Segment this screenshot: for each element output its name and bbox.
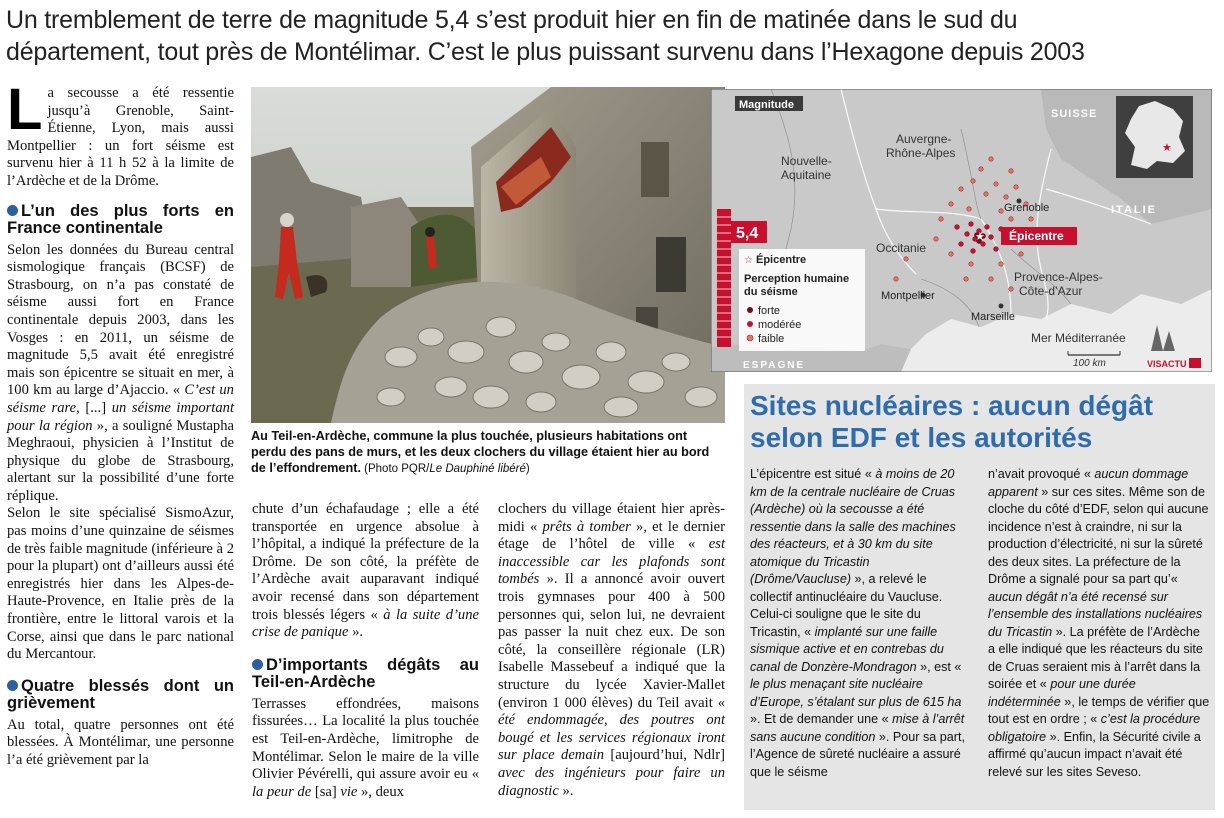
city-montpellier: Montpellier <box>881 290 935 302</box>
label-mer: Mer Méditerranée <box>1031 331 1126 345</box>
article-column-2 <box>252 501 479 801</box>
headline-line-1: Un tremblement de terre de magnitude 5,4 s’est produit hier en fin de matinée dans le sud du <box>6 6 1018 34</box>
caption-text: Au Teil-en-Ardèche, commune la plus touchée, plusieurs habitations ont perdu des pans de murs, et les deux clochers du village étaient hier au bord de l’effondrement. <box>251 429 710 475</box>
photo-caption <box>251 428 725 477</box>
scale-label: 100 km <box>1073 358 1106 369</box>
paragraph-sismoazur: Selon le site spécialisé SismoAzur, pas moins d’une quinzaine de séismes de très faible magnitude (inférieure à 2 pour la plupart) ont d’ailleurs aussi été enregistrés hier dans les Alpes-de-Haute-Provence, en Italie près de la frontière, entre le littoral varois et la Corse, ainsi que dans le parc national du Mercantour. <box>7 505 234 663</box>
subheading-plus-forts <box>7 203 234 237</box>
subheading-text: Quatre blessés dont un grièvement <box>7 676 234 712</box>
map-legend <box>739 249 865 351</box>
city-grenoble: Grenoble <box>1004 202 1050 214</box>
label-region-occ: Occitanie <box>876 241 927 255</box>
label-region-naq: Nouvelle-Aquitaine <box>781 154 832 182</box>
sidebar-column-right: n’avait provoqué « aucun dommage apparent » sur ces sites. Même son de cloche du côté d’EDF, selon qui aucune incidence n’est à craindre, ni sur la production d’électricité, ni sur la sûreté des deux sites. La préfecture de la Drôme a signalé pour sa part qu’« aucun dégât n’a été recensé sur l’ensemble des installations nucléaires du Tricastin ». La préfète de l’Ardèche a elle indiqué que les réacteurs du site de Cruas seraient mis à l’arrêt dans la soirée et « pour une durée indéterminée », le temps de vérifier que tout est en ordre ; « c’est la procédure obligatoire ». Enfin, la Sécurité civile a affirmé qu’aucun impact n’avait été relevé sur les sites Seveso. <box>988 467 1210 779</box>
inset-epicentre-icon: ★ <box>1162 142 1172 154</box>
photo-credit: (Photo PQR/Le Dauphiné libéré) <box>360 463 530 475</box>
bullet-dot-icon <box>7 680 18 691</box>
paragraph-blesses: Au total, quatre personnes ont été blessées. À Montélimar, une personne l’a été grièvement par la <box>7 716 234 768</box>
headline-line-2: département, tout près de Montélimar. C’est le plus puissant survenu dans l’Hexagone depuis 2003 <box>6 38 1085 66</box>
bullet-dot-icon <box>252 659 263 670</box>
article-column-3 <box>498 501 725 800</box>
city-marseille: Marseille <box>971 311 1016 323</box>
label-espagne: ESPAGNE <box>743 360 806 371</box>
subheading-degats <box>252 657 479 691</box>
paragraph-bcsf: Selon les données du Bureau central sismologique français (BCSF) de Strasbourg, on n’a pas constaté de séisme aussi fort en France continentale depuis 2003, dans les Vosges : en 2011, un séisme de magnitude 5,5 avait été enregistré mais son épicentre se situait en mer, à 100 km au large d’Ajaccio. « C’est un séisme rare, [...] un séisme important pour la région », a souligné Mustapha Meghraoui, physicien à l’Institut de physique du globe de Strasbourg, alertant sur la possibilité d’une forte réplique. <box>7 241 234 504</box>
epicentre-label: Épicentre <box>1009 229 1064 243</box>
headline <box>6 4 1220 68</box>
dropcap: L <box>7 77 43 142</box>
legend-forte: forte <box>758 305 781 317</box>
epicentre-star-icon: ★ <box>975 231 985 243</box>
sidebar-title: Sites nucléaires : aucun dégât selon EDF et les autorités <box>750 390 1154 453</box>
map-graphic <box>711 89 1212 372</box>
photo-illustration <box>251 87 725 423</box>
sidebar-nuclear-sites <box>744 384 1215 810</box>
subheading-text: D’importants dégâts au Teil-en-Ardèche <box>252 655 479 691</box>
earthquake-map <box>711 89 1212 372</box>
svg-text:VISACTU: VISACTU <box>1147 359 1187 369</box>
legend-star-icon: ☆ <box>744 255 753 266</box>
subheading-blesses <box>7 678 234 712</box>
label-italie: ITALIE <box>1111 204 1158 216</box>
inset-france-map <box>1116 96 1193 178</box>
legend-moderee: modérée <box>758 319 802 331</box>
paragraph-teil: Terrasses effondrées, maisons fissurées… La localité la plus touchée est Teil-en-Ardèche, limitrophe de Montélimar. Selon le maire de la ville Olivier Pévérelli, qui assure avoir eu « la peur de [sa] vie », deux <box>252 695 479 800</box>
sidebar-column-left: L’épicentre est situé « à moins de 20 km de la centrale nucléaire de Cruas (Ardèche) où la secousse a été ressentie dans la salle des machines des réacteurs, et à 30 km du site atomique du Tricastin (Drôme/Vaucluse) », a relevé le collectif antinucléaire du Vaucluse. Celui-ci souligne que le site du Tricastin, « implanté sur une faille sismique active et en contrebas du canal de Donzère-Mondragon », est « le plus menaçant site nucléaire d’Europe, s’étalant sur plus de 615 ha ». Et de demander une « mise à l’arrêt sans aucune condition ». Pour sa part, l’Agence de sûreté nucléaire a assuré que le séisme <box>750 467 965 779</box>
label-suisse: SUISSE <box>1051 108 1098 120</box>
bullet-dot-icon <box>7 205 18 216</box>
label-region-aura: Auvergne-Rhône-Alpes <box>886 132 956 160</box>
paragraph-blesses-suite: chute d’un échafaudage ; elle a été transportée en urgence absolue à l’hôpital, a indiqué la préfecture de la Drôme. De son côté, la préfète de l’Ardèche avait auparavant indiqué avoir recensé dans son département trois blessés légers « à la suite d’une crise de panique ». <box>252 501 479 641</box>
paragraph-clochers: clochers du village étaient hier après-midi « prêts à tomber », et le dernier étage de l’hôtel de ville « est inaccessible car les plafonds sont tombés ». Il a annoncé avoir ouvert trois gymnases pour 400 à 500 personnes qui, selon lui, ne devraient pas passer la nuit chez eux. De son côté, la conseillère régionale (LR) Isabelle Massebeuf a indiqué que la structure du lycée Xavier-Mallet (environ 1 000 élèves) du Teil avait « été endommagée, des poutres ont bougé et les services régionaux iront sur place demain [aujourd’hui, Ndlr] avec des ingénieurs pour faire un diagnostic ». <box>498 501 725 799</box>
label-region-paca: Provence-Alpes-Côte-d’Azur <box>1014 270 1103 298</box>
article-column-1 <box>7 77 234 770</box>
intro-paragraph <box>7 77 234 191</box>
legend-epicentre: Épicentre <box>756 254 807 266</box>
subheading-text: L’un des plus forts en France continentale <box>7 201 234 237</box>
photo-damaged-houses <box>251 87 725 423</box>
intro-text: a secousse a été ressentie jusqu’à Grenoble, Saint-Étienne, Lyon, mais aussi Montpellier : un fort séisme est survenu hier à 11 h 52 à la limite de l’Ardèche et de la Drôme. <box>7 85 234 189</box>
magnitude-value: 5,4 <box>736 225 759 242</box>
legend-title: Perception humaine du séisme <box>744 273 850 298</box>
magnitude-label: Magnitude <box>739 99 794 111</box>
legend-faible: faible <box>758 333 785 345</box>
